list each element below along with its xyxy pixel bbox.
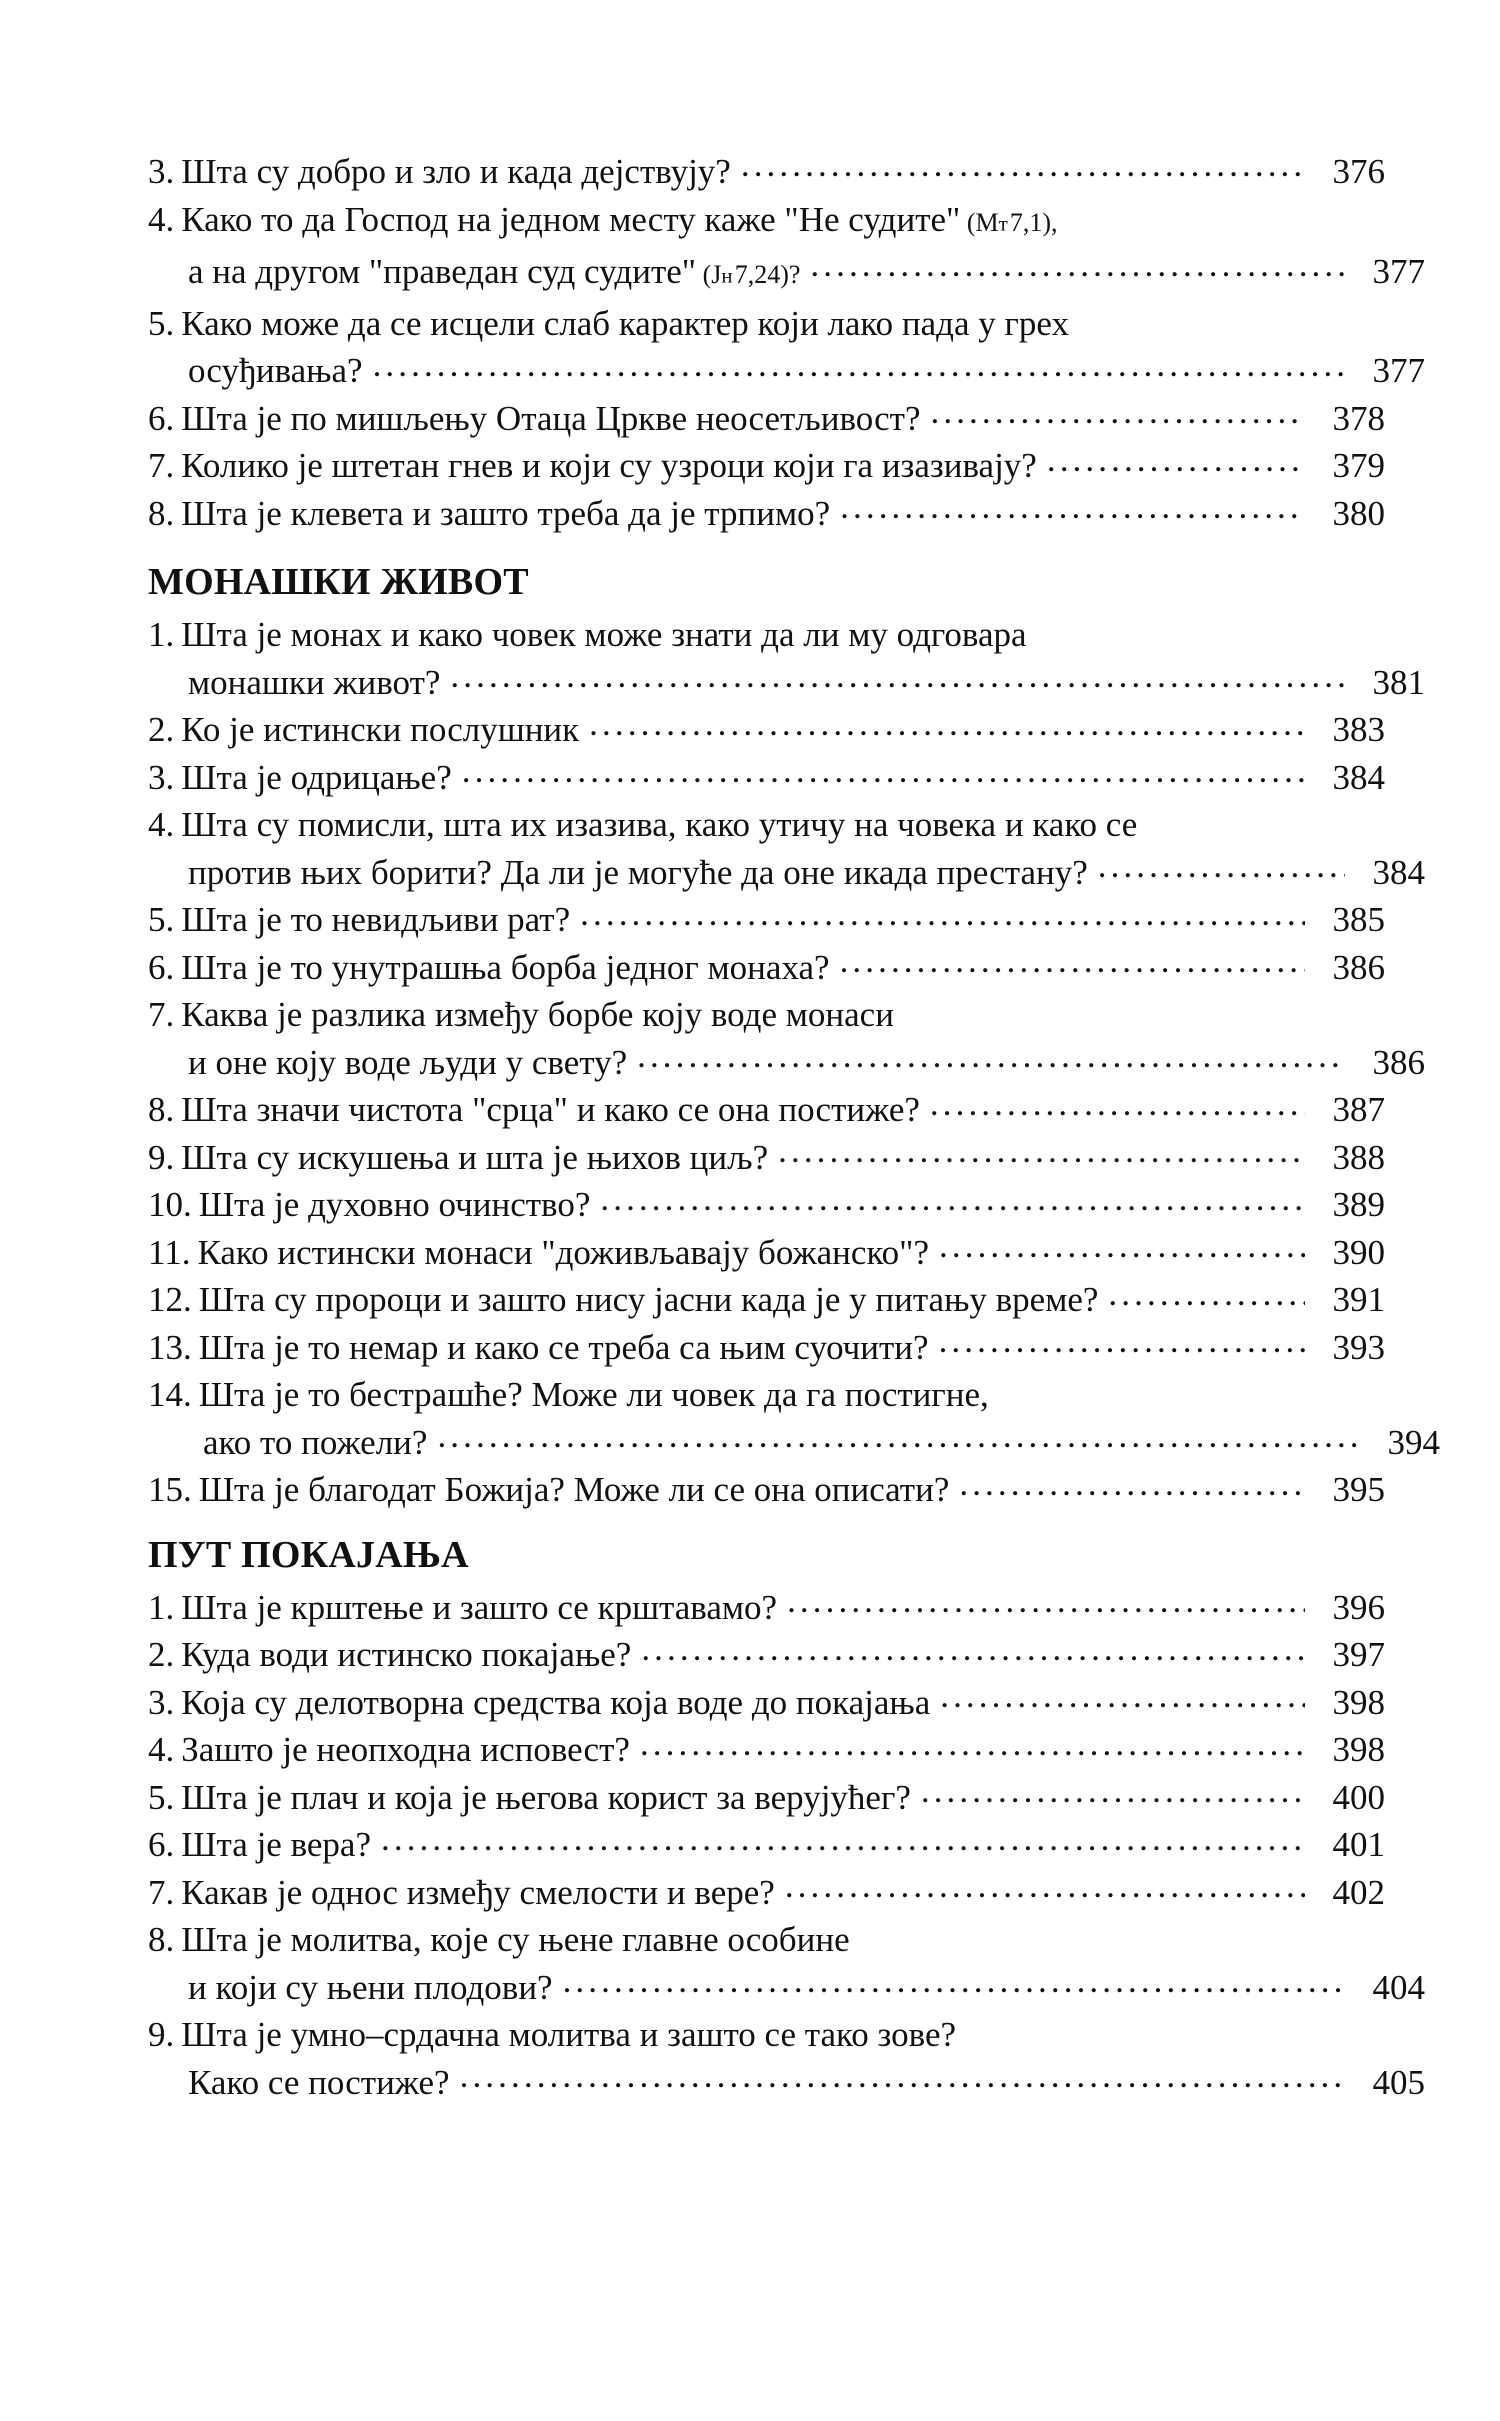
dot-leader [741,148,1305,183]
toc-entry-line [148,1679,1385,1727]
toc-entry-title: осуђивања? [188,351,363,391]
toc-page-number: 380 [1332,493,1385,533]
toc-page-number: 379 [1332,446,1385,486]
dot-leader [840,490,1305,525]
scripture-ref-book-smallcaps: н [721,264,733,288]
toc-entry-line [148,801,1385,849]
scripture-ref-open: ( [966,207,976,237]
scripture-reference [960,199,1057,248]
toc-entry-line [148,490,1385,538]
toc-entry-number: 9. [148,2015,175,2055]
toc-entry-title: Шта је то бестрашће? Може ли човек да га постигне, [198,1375,989,1415]
toc-entry-number: 5. [148,1777,175,1817]
scripture-ref-verse: 7,1 [1009,207,1043,237]
dot-leader [1098,849,1345,884]
scripture-reference [696,251,800,300]
toc-entry[interactable] [148,754,1385,802]
dot-leader [787,1584,1305,1619]
scripture-ref-open: ( [702,259,712,289]
toc-entry-continuation [148,659,1425,707]
toc-entry-number: 10. [148,1185,192,1225]
toc-entry-line [148,944,1385,992]
toc-entry[interactable] [148,1466,1385,1514]
dot-leader [939,1229,1305,1264]
toc-entry-continuation [148,2059,1425,2107]
toc-entry[interactable] [148,442,1385,490]
toc-entry-line [148,1466,1385,1514]
toc-entry-title: ако то пожели? [203,1422,428,1462]
toc-page-number: 395 [1332,1470,1385,1510]
dot-leader [959,1466,1305,1501]
table-of-contents [148,148,1440,2106]
dot-leader [600,1181,1305,1216]
toc-entry-number: 7. [148,995,175,1035]
toc-page-number: 387 [1332,1090,1385,1130]
toc-entry[interactable] [148,1679,1385,1727]
dot-leader [940,1679,1305,1714]
toc-page-number: 394 [1387,1422,1440,1462]
toc-entry-number: 8. [148,493,175,533]
dot-leader [778,1134,1305,1169]
toc-entry[interactable] [148,611,1425,706]
toc-entry-title: Каква је разлика између борбе коју воде монаси [181,995,894,1035]
toc-entry-title: Како може да се исцели слаб карактер који лако пада у грех [181,303,1069,343]
toc-entry[interactable] [148,1631,1385,1679]
toc-entry-number: 4. [148,805,175,845]
dot-leader [637,1039,1345,1074]
toc-entry-title: Шта је клевета и зашто треба да је трпимо? [181,493,831,533]
toc-entry-line [148,991,1385,1039]
toc-entry-title: Шта је то унутрашња борба једног монаха? [181,947,830,987]
toc-entry-title: Какав је однос између смелости и вере? [181,1872,775,1912]
dot-leader [840,944,1305,979]
toc-entry-line [148,1631,1385,1679]
toc-entry-title: Шта је по мишљењу Отаца Цркве неосетљивост? [181,398,921,438]
toc-entry-number: 6. [148,398,175,438]
toc-entry[interactable] [148,1821,1385,1869]
toc-entry-line [148,706,1385,754]
toc-entry-number: 7. [148,1872,175,1912]
toc-entry-number: 5. [148,900,175,940]
toc-entry-title: Шта је крштење и зашто се крштавамо? [181,1587,778,1627]
toc-page-number: 385 [1332,900,1385,940]
toc-page-number: 402 [1332,1872,1385,1912]
toc-entry-number: 6. [148,1825,175,1865]
toc-entry-line [148,754,1385,802]
section-heading: МОНАШКИ ЖИВОТ [148,561,529,604]
scripture-ref-book: Ј [711,259,722,289]
toc-page-number: 391 [1332,1280,1385,1320]
toc-entry-line [148,1916,1385,1964]
toc-entry-title: Шта је монах и како човек може знати да ли му одговара [181,615,1027,655]
toc-entry-line [148,1324,1385,1372]
dot-leader [640,1726,1305,1761]
toc-entry-title: монашки живот? [188,662,441,702]
toc-entry-line [148,1086,1385,1134]
toc-entry-title: Шта је умно–срдачна молитва и зашто се тако зове? [181,2015,957,2055]
toc-entry-line [148,611,1385,659]
toc-entry[interactable] [148,2011,1425,2106]
dot-leader [921,1774,1305,1809]
toc-page-number: 384 [1332,757,1385,797]
scripture-ref-book: М [975,207,999,237]
dot-leader [381,1821,1305,1856]
toc-entry[interactable] [148,490,1385,538]
toc-entry-continuation [148,248,1425,300]
toc-entry-title: против њих борити? Да ли је могуће да оне икада престану? [188,852,1088,892]
toc-page-number: 401 [1332,1825,1385,1865]
toc-entry-line [148,1371,1385,1419]
dot-leader [1047,442,1305,477]
toc-page-number: 400 [1332,1777,1385,1817]
toc-entry-title: Шта значи чистота "срца" и како се она постиже? [181,1090,920,1130]
toc-entry-number: 11. [148,1232,191,1272]
toc-entry-title: Зашто је неопходна исповест? [181,1730,630,1770]
toc-entry-number: 15. [148,1470,192,1510]
dot-leader [641,1631,1305,1666]
toc-page-number: 376 [1332,152,1385,191]
toc-entry-number: 13. [148,1327,192,1367]
toc-entry[interactable] [148,1869,1385,1917]
toc-entry-line [148,1869,1385,1917]
toc-entry-number: 2. [148,1635,175,1675]
toc-entry-line [148,2011,1385,2059]
dot-leader [450,659,1345,694]
dot-leader [939,1324,1305,1359]
toc-entry-line [148,1774,1385,1822]
toc-entry-title: Шта је то невидљиви рат? [181,900,571,940]
toc-entry-line [148,1134,1385,1182]
scripture-ref-close: )? [780,259,801,289]
toc-entry-title: Шта је плач и која је његова корист за верујућег? [181,1777,911,1817]
toc-entry-title: Ко је истински послушник [181,710,580,750]
toc-entry-title: Шта је духовно очинство? [198,1185,591,1225]
toc-entry-title: а на другом "праведан суд судите" [188,251,697,291]
scripture-ref-verse: 7,24 [734,259,781,289]
toc-entry-number: 5. [148,303,175,343]
toc-entry-number: 6. [148,947,175,987]
toc-entry[interactable] [148,1086,1385,1134]
toc-entry-line [148,395,1385,443]
toc-page-number: 377 [1372,351,1425,391]
toc-page-number: 386 [1332,947,1385,987]
toc-entry-line [148,442,1385,490]
toc-entry-line [148,300,1385,348]
toc-entry-line [148,1229,1385,1277]
toc-page-number: 405 [1372,2062,1425,2102]
toc-entry-line [148,1821,1385,1869]
toc-entry-title: Која су делотворна средства која воде до покајања [181,1682,931,1722]
toc-page-number: 390 [1332,1232,1385,1272]
toc-entry-number: 4. [148,1730,175,1770]
toc-page-number: 389 [1332,1185,1385,1225]
toc-page-number: 396 [1332,1587,1385,1627]
scripture-ref-book-smallcaps: т [998,212,1008,236]
dot-leader [580,896,1305,931]
toc-entry-number: 2. [148,710,175,750]
toc-entry-number: 4. [148,199,175,239]
toc-page-number: 384 [1372,852,1425,892]
toc-entry[interactable] [148,896,1385,944]
toc-entry-number: 1. [148,615,175,655]
toc-entry-line [148,1726,1385,1774]
dot-leader [373,347,1345,382]
dot-leader [437,1419,1360,1454]
toc-entry-title: Шта је вера? [181,1825,371,1865]
toc-entry-line [148,896,1385,944]
toc-page-number: 398 [1332,1730,1385,1770]
toc-entry-number: 9. [148,1137,175,1177]
toc-page-number: 386 [1372,1042,1425,1082]
toc-page-number: 377 [1372,251,1425,291]
toc-entry[interactable] [148,801,1425,896]
toc-entry-title: Шта је то немар и како се треба са њим суочити? [198,1327,929,1367]
toc-entry-continuation [148,1964,1425,2012]
dot-leader [931,395,1306,430]
toc-entry-number: 14. [148,1375,192,1415]
toc-entry-continuation [148,1419,1440,1467]
toc-entry-title: Шта је молитва, које су њене главне особине [181,1920,850,1960]
toc-entry[interactable] [148,1276,1385,1324]
toc-entry-line [148,1276,1385,1324]
toc-entry[interactable] [148,1324,1385,1372]
dot-leader [810,248,1345,283]
toc-entry[interactable] [148,1371,1440,1466]
dot-leader [462,754,1305,789]
toc-entry-number: 1. [148,1587,175,1627]
toc-entry[interactable] [148,991,1425,1086]
toc-entry[interactable] [148,1916,1425,2011]
toc-entry-title: Куда води истинско покајање? [181,1635,632,1675]
toc-entry[interactable] [148,1181,1385,1229]
toc-page-number: 381 [1372,662,1425,702]
dot-leader [563,1964,1345,1999]
toc-page-number: 388 [1332,1137,1385,1177]
toc-entry-title: Шта су помисли, шта их изазива, како утичу на човека и како се [181,805,1138,845]
toc-entry-title: и оне коју воде људи у свету? [188,1042,628,1082]
toc-entry[interactable] [148,148,1385,196]
toc-entry[interactable] [148,196,1425,300]
dot-leader [460,2059,1345,2094]
toc-entry[interactable] [148,1134,1385,1182]
toc-entry-title: Шта је благодат Божија? Може ли се она описати? [198,1470,950,1510]
toc-entry-continuation [148,1039,1425,1087]
toc-entry-title: Шта су добро и зло и када дејствују? [181,152,731,191]
toc-entry[interactable] [148,1584,1385,1632]
toc-entry[interactable] [148,944,1385,992]
toc-entry-title: Шта је одрицање? [181,757,452,797]
toc-entry-title: Како истински монаси "доживљавају божанско"? [197,1232,930,1272]
toc-entry-number: 8. [148,1090,175,1130]
toc-entry-number: 3. [148,152,175,191]
toc-entry-line [148,196,1385,248]
toc-entry-line [148,1584,1385,1632]
toc-page-number: 398 [1332,1682,1385,1722]
dot-leader [930,1086,1305,1121]
toc-entry-title: и који су њени плодови? [188,1967,553,2007]
toc-entry-number: 8. [148,1920,175,1960]
toc-page-number: 404 [1372,1967,1425,2007]
toc-entry-title: Шта су искушења и шта је њихов циљ? [181,1137,769,1177]
toc-entry-number: 12. [148,1280,192,1320]
toc-entry-line [148,1181,1385,1229]
dot-leader [1108,1276,1305,1311]
toc-entry[interactable] [148,1229,1385,1277]
dot-leader [785,1869,1305,1904]
toc-entry[interactable] [148,706,1385,754]
toc-entry-title: Како се постиже? [188,2062,450,2102]
toc-entry[interactable] [148,1726,1385,1774]
toc-entry-number: 3. [148,757,175,797]
toc-entry-title: Како то да Господ на једном месту каже "Не судите" [181,199,961,239]
dot-leader [589,706,1305,741]
toc-entry-title: Шта су пророци и зашто нису јасни када је у питању време? [198,1280,1099,1320]
toc-entry-continuation [148,849,1425,897]
toc-page-number: 383 [1332,710,1385,750]
toc-entry[interactable] [148,1774,1385,1822]
toc-entry-continuation [148,347,1425,395]
toc-entry-number: 7. [148,446,175,486]
toc-entry-line [148,148,1385,196]
scripture-ref-close: ), [1042,207,1058,237]
toc-page-number: 393 [1332,1327,1385,1367]
toc-entry-title: Колико је штетан гнев и који су узроци који га изазивају? [181,446,1037,486]
toc-entry[interactable] [148,395,1385,443]
toc-page-number: 378 [1332,398,1385,438]
toc-page-number: 397 [1332,1635,1385,1675]
toc-entry[interactable] [148,300,1425,395]
toc-entry-number: 3. [148,1682,175,1722]
section-heading: ПУТ ПОКАЈАЊА [148,1533,469,1576]
